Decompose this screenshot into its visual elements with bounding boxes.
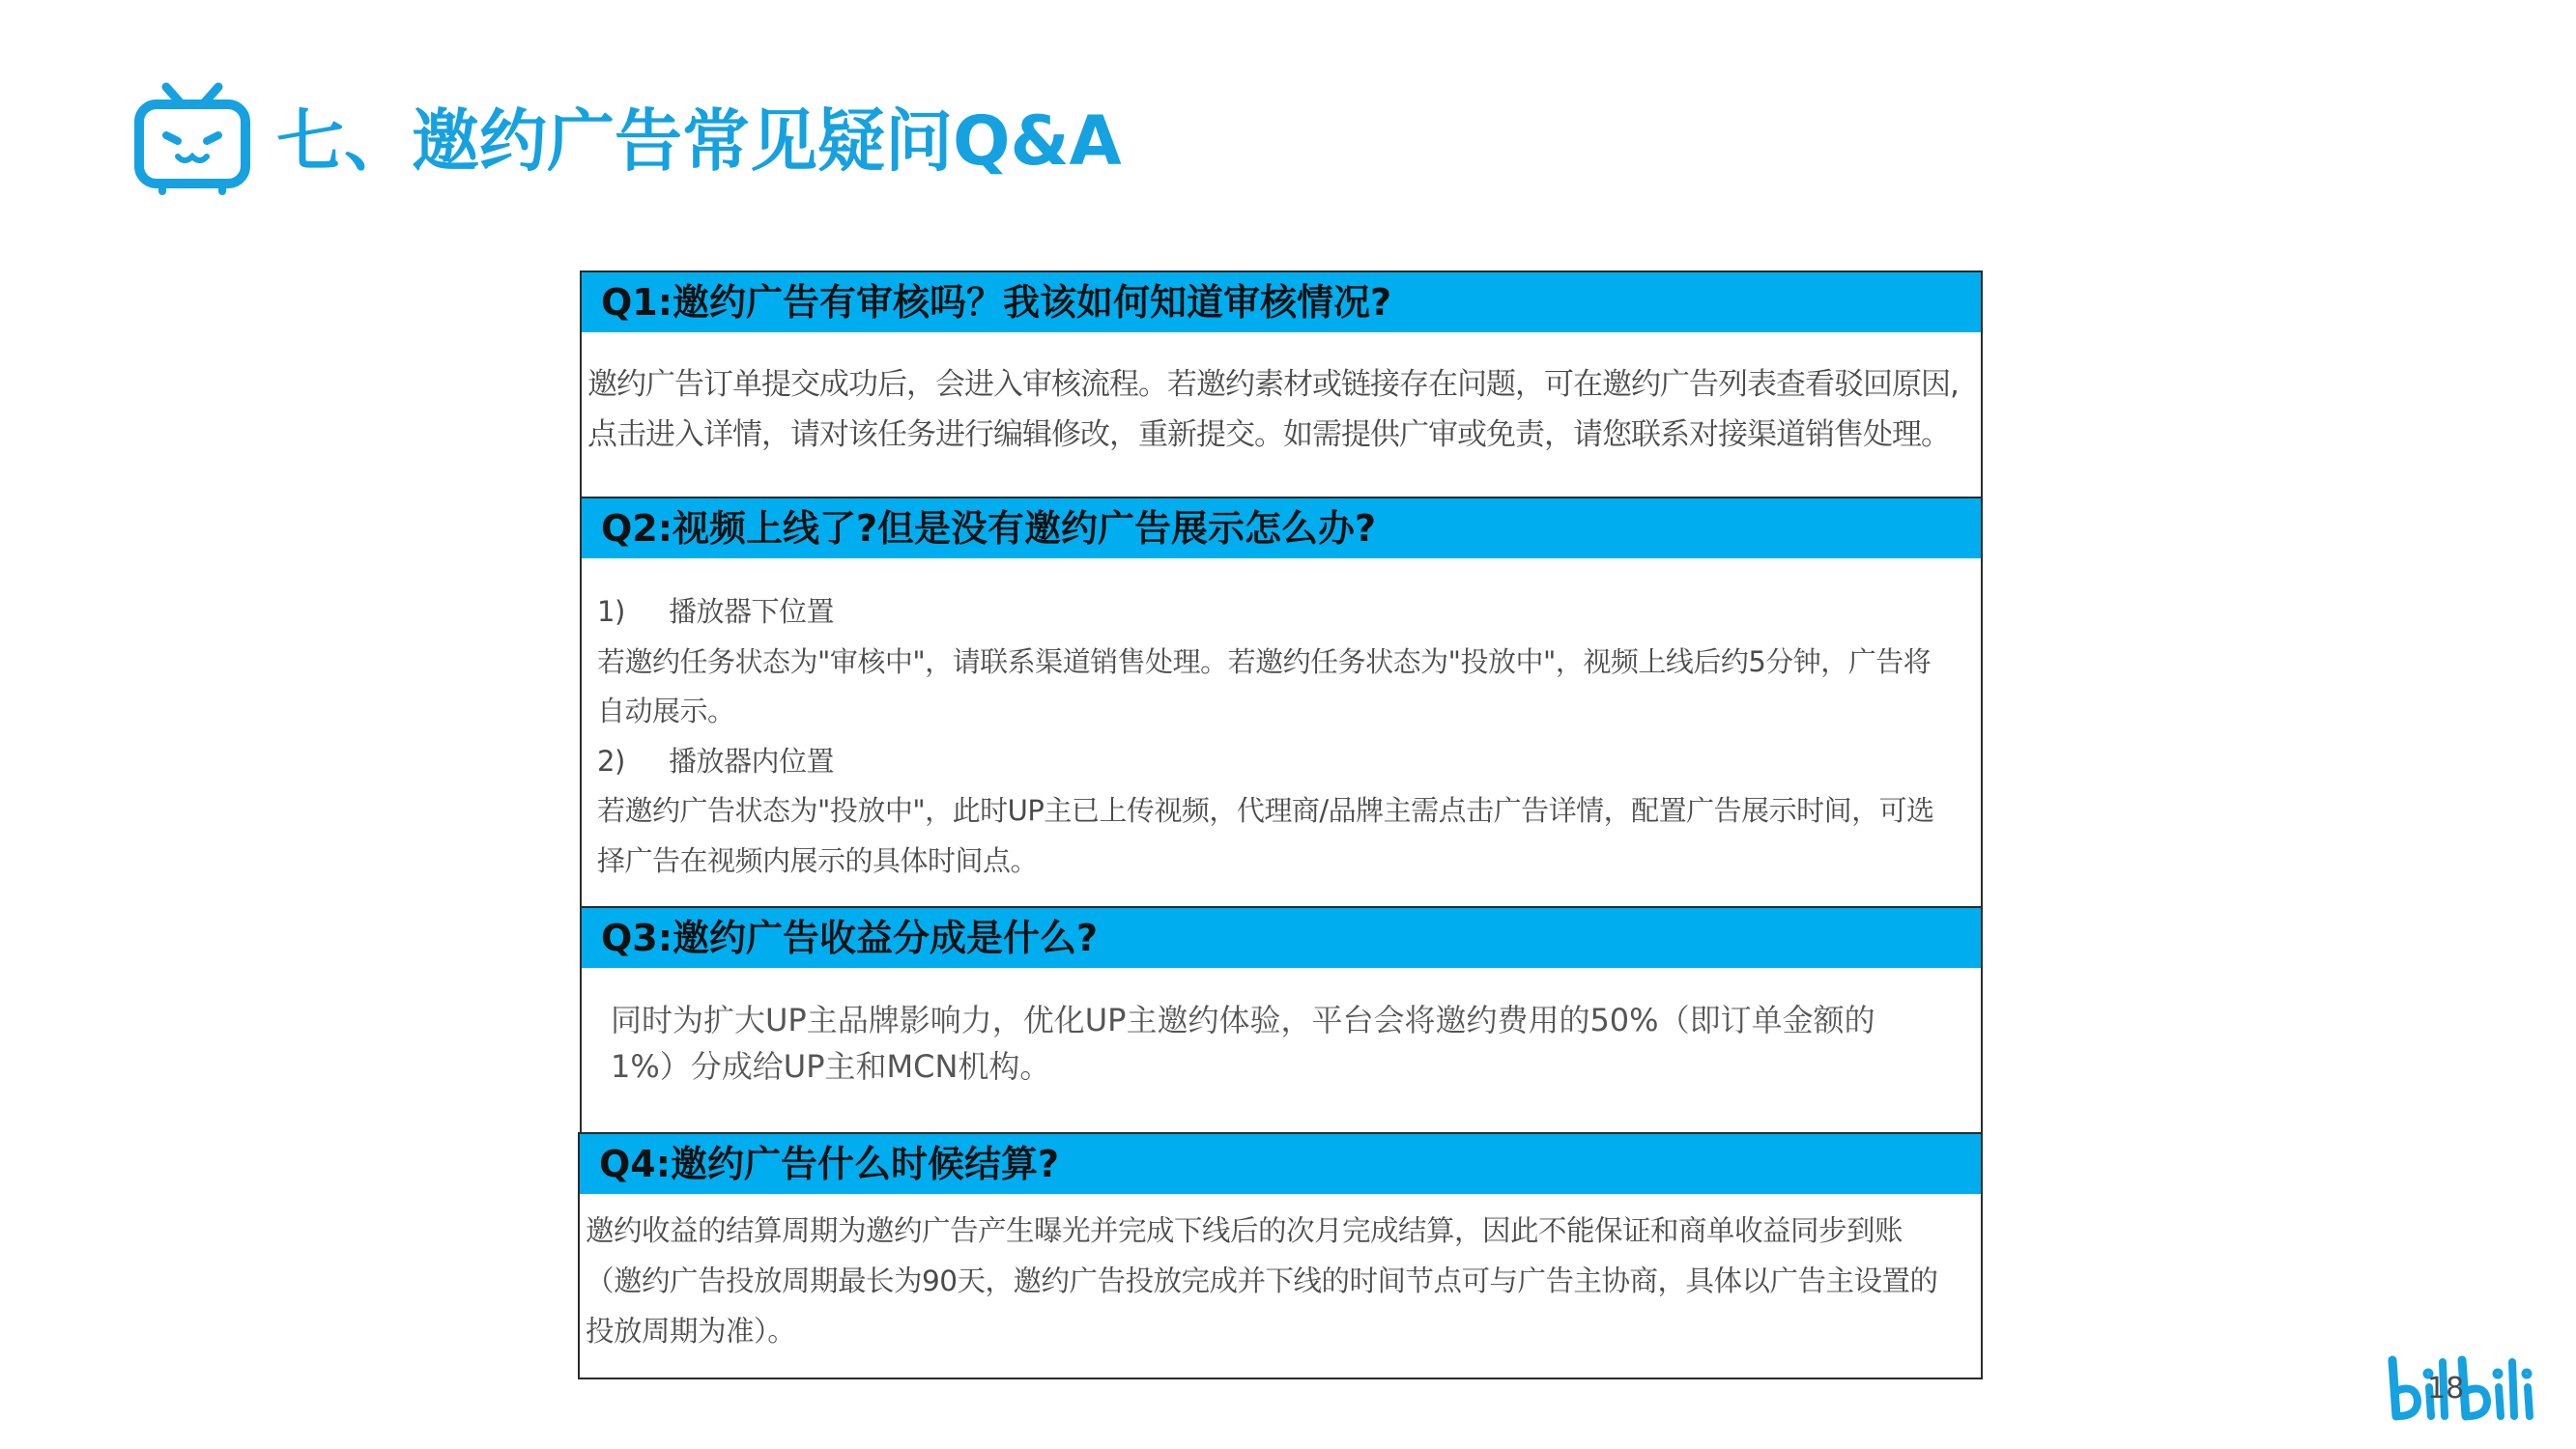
answer-line: 邀约收益的结算周期为邀约广告产生曝光并完成下线后的次月完成结算，因此不能保证和商单收益同步到账 (586, 1214, 1903, 1247)
list-item-heading (597, 737, 1981, 787)
list-number: 1) (597, 595, 625, 628)
list-label: 播放器下位置 (669, 595, 835, 628)
question-header: Q2:视频上线了?但是没有邀约广告展示怎么办? (582, 498, 1981, 558)
answer-line: 邀约广告订单提交成功后，会进入审核流程。若邀约素材或链接存在问题，可在邀约广告列表查看驳回原因, (587, 367, 1959, 402)
answer-body (582, 968, 1981, 1090)
answer-line: 点击进入详情，请对该任务进行编辑修改，重新提交。如需提供广审或免责，请您联系对接渠道销售处理。 (587, 417, 1950, 452)
answer-line: （邀约广告投放周期最长为90天，邀约广告投放完成并下线的时间节点可与广告主协商，具体以广告主设置的 (586, 1264, 1938, 1297)
qa-card-q4 (578, 1132, 1983, 1379)
answer-line: 同时为扩大UP主品牌影响力，优化UP主邀约体验，平台会将邀约费用的50%（即订单金额的 (611, 1002, 1875, 1038)
page-title: 七、邀约广告常见疑问Q&A (276, 101, 1122, 181)
list-item-heading (597, 587, 1981, 638)
question-header: Q3:邀约广告收益分成是什么? (582, 908, 1981, 968)
page-number: 18 (2427, 1372, 2465, 1406)
answer-line: 择广告在视频内展示的具体时间点。 (597, 843, 1039, 877)
bilibili-tv-icon (133, 81, 251, 195)
answer-body (582, 332, 1981, 460)
list-label: 播放器内位置 (669, 744, 835, 778)
qa-card-q2 (580, 497, 1983, 908)
qa-card-q3 (580, 906, 1983, 1134)
answer-body (580, 1194, 1981, 1356)
answer-body (582, 558, 1981, 886)
answer-line: 若邀约任务状态为"审核中"，请联系渠道销售处理。若邀约任务状态为"投放中"，视频上线后约5分钟，广告将 (597, 644, 1932, 678)
answer-line: 若邀约广告状态为"投放中"，此时UP主已上传视频，代理商/品牌主需点击广告详情，配置广告展示时间，可选 (597, 794, 1934, 827)
question-header: Q4:邀约广告什么时候结算? (580, 1134, 1981, 1194)
qa-card-q1 (580, 270, 1983, 498)
answer-line: 投放周期为准）。 (586, 1315, 796, 1348)
answer-line: 1%）分成给UP主和MCN机构。 (611, 1048, 1051, 1085)
question-header: Q1:邀约广告有审核吗？我该如何知道审核情况? (582, 272, 1981, 332)
list-number: 2) (597, 744, 625, 778)
answer-line: 自动展示。 (597, 695, 735, 727)
